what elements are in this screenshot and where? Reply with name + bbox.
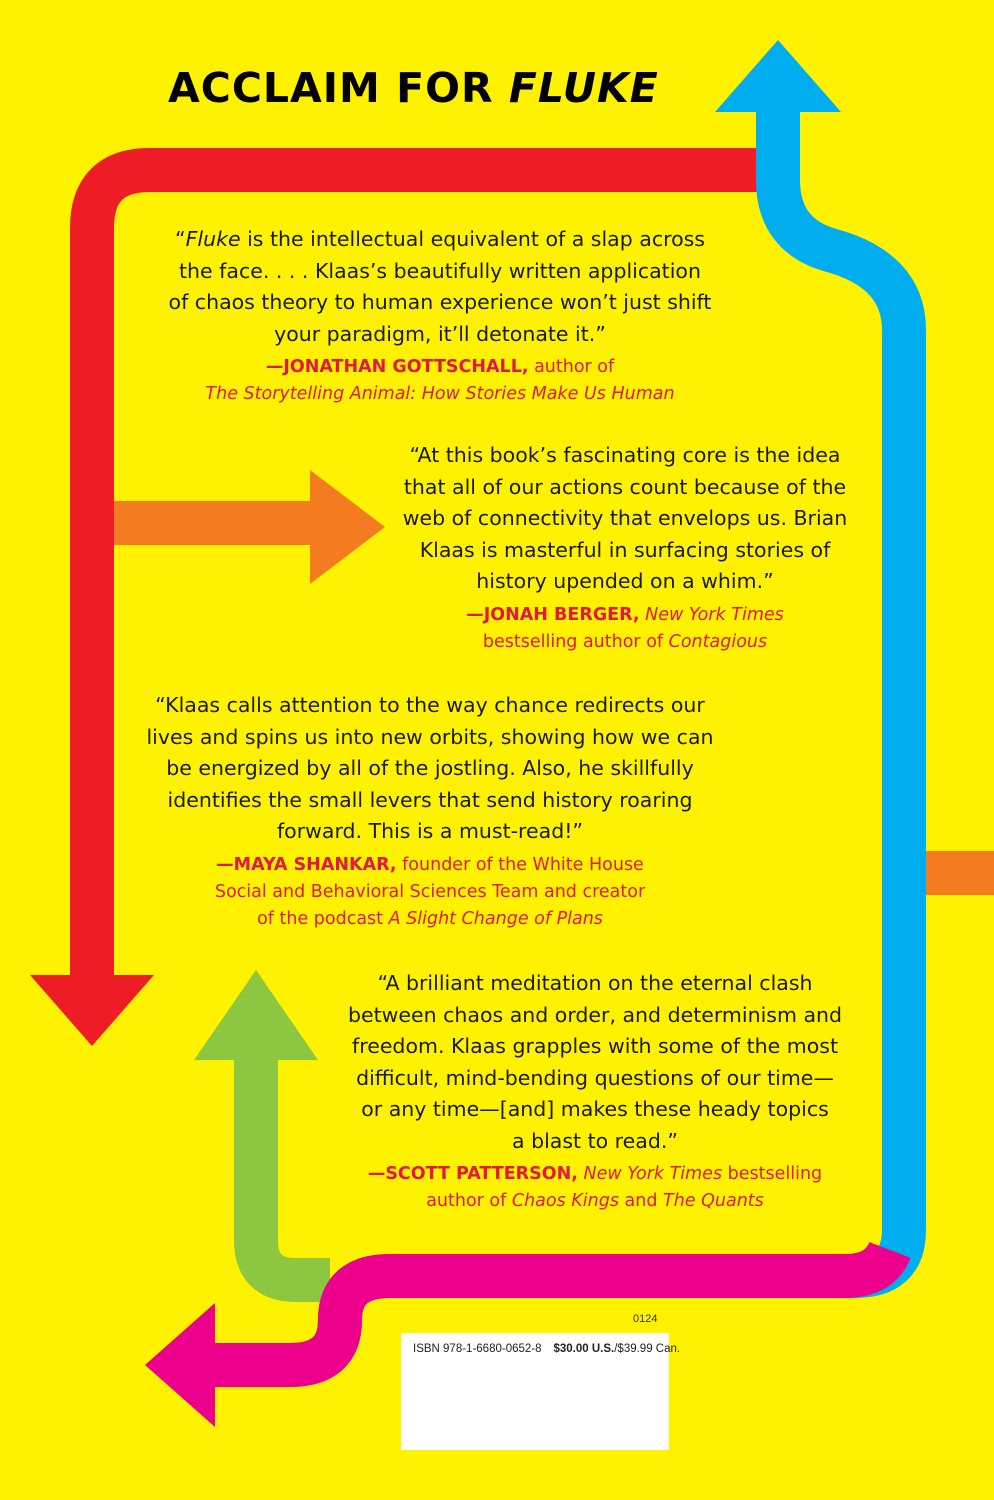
- green-arrow-head: [194, 970, 318, 1060]
- blurb-quote: “At this book’s fascinating core is the idea that all of our actions count because of the web of connectivity that envelops us. Brian Klaas is masterful in surfacing stories of history upended on a whim.”: [402, 443, 848, 593]
- blurb-quote: “Fluke is the intellectual equivalent of a slap across the face. . . . Klaas’s beautifully written application of chaos theory to human experience won’t just shift your paradigm, it’ll detonate it.”: [168, 227, 712, 346]
- price-can: /$39.99 Can.: [614, 1343, 681, 1355]
- title-prefix: ACCLAIM FOR: [168, 64, 509, 112]
- isbn-line: [413, 1343, 680, 1355]
- blue-arrow-head: [715, 40, 841, 112]
- blurb-credit: —JONATHAN GOTTSCHALL, author of The Storytelling Animal: How Stories Make Us Human: [205, 357, 675, 404]
- page-title: [168, 64, 659, 112]
- barcode-box: [401, 1333, 681, 1450]
- blurb-credit: —SCOTT PATTERSON, New York Times bestselling author of Chaos Kings and The Quants: [367, 1164, 823, 1211]
- blurb-credit: —MAYA SHANKAR, founder of the White House Social and Behavioral Sciences Team and creator of the podcast A Slight Change of Plans: [214, 854, 646, 929]
- orange-arrow-head: [310, 470, 385, 584]
- price-us: $30.00 U.S.: [553, 1343, 615, 1355]
- isbn: ISBN 978-1-6680-0652-8: [413, 1343, 542, 1355]
- blurb-patterson: [340, 968, 850, 1215]
- blurb-quote: “A brilliant meditation on the eternal clash between chaos and order, and determinism and freedom. Klaas grapples with some of the most difficult, mind-bending questions of our time— or any time—[and] makes these heady topics a blast to read.”: [347, 971, 843, 1153]
- green-arrow-shaft: [256, 1050, 330, 1280]
- blurb-berger: [380, 440, 870, 656]
- red-arrow-head: [30, 975, 154, 1046]
- magenta-arrow-head: [145, 1303, 215, 1427]
- title-book: FLUKE: [508, 64, 659, 112]
- barcode-code: 0124: [633, 1313, 658, 1325]
- blurb-gottschall: [150, 224, 730, 408]
- blurb-credit: —JONAH BERGER, New York Times bestselling author of Contagious: [466, 604, 784, 652]
- blurb-quote: “Klaas calls attention to the way chance redirects our lives and spins us into new orbits, showing how we can be energized by all of the jostling. Also, he skillfully identifies the small levers that send history roaring forward. This is a must-read!”: [146, 693, 714, 843]
- blurb-shankar: [130, 690, 730, 933]
